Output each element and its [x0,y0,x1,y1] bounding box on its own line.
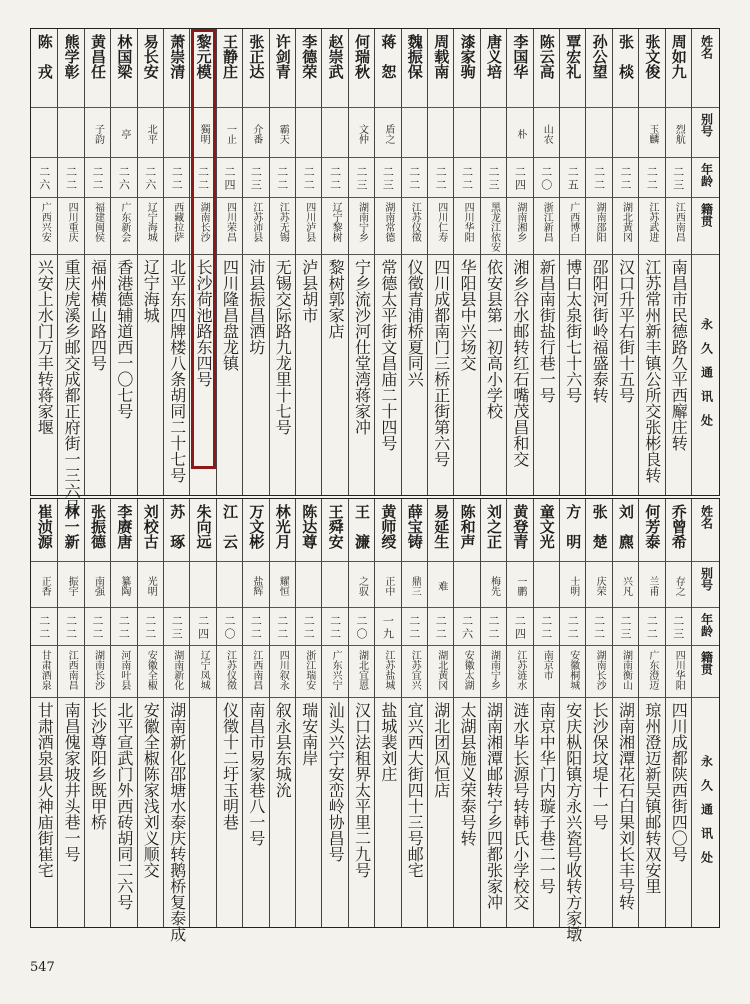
entry-name: 李德荣 [300,34,319,79]
entry-native: 湖南宁乡 [488,650,500,690]
entry-address: 辽宁海城 [141,259,161,323]
roster-table-top [30,28,720,515]
entry-age: 二六 [460,615,474,641]
entry-name: 许剑青 [273,34,292,79]
entry-native: 湖南长沙 [92,650,104,690]
entry-name: 张正达 [247,34,266,79]
entry-age: 二二 [592,166,606,192]
entry-age: 二二 [434,615,448,641]
entry-name: 覃宏礼 [564,34,583,79]
roster-entry [533,29,559,495]
entry-age: 二三 [486,166,500,192]
entry-native: 辽宁海城 [145,202,157,242]
entry-name: 乔曾希 [669,504,688,549]
entry-address: 长沙保坟堤十一号 [590,702,610,830]
entry-address: 太湖县施义荣泰号转 [458,702,478,846]
entry-age: 二二 [460,166,474,192]
entry-address: 琼州澄迈新吴镇邮转双安里 [642,702,662,894]
entry-age: 二六 [117,166,131,192]
entry-alias: 正香 [39,576,51,596]
entry-alias: 霸天 [277,124,289,144]
entry-age: 二二 [328,615,342,641]
roster-entry [57,499,83,927]
entry-age: 二二 [539,615,553,641]
entry-address: 泸县胡市 [299,259,319,323]
roster-entry [453,499,479,927]
entry-alias: 之驭 [356,576,368,596]
roster-entry [110,29,136,495]
entry-alias: 一止 [224,124,236,144]
entry-native: 湖北黄冈 [620,202,632,242]
entry-address: 仪徵十二圩玉明巷 [220,702,240,830]
roster-entry [216,499,242,927]
header-name: 姓名 [699,505,714,529]
entry-age: 二三 [249,166,263,192]
entry-alias: 光明 [145,576,157,596]
entry-alias: 玉麟 [646,124,658,144]
entry-native: 江苏仪徵 [224,650,236,690]
roster-entry [269,29,295,495]
entry-address: 宁乡流沙河仕堂湾蒋家冲 [352,259,372,435]
entry-address: 南昌傀家坡井头巷一号 [62,702,82,862]
roster-entry [506,29,532,495]
roster-page [30,28,720,958]
entry-address: 四川成都陕西街四〇号 [669,702,689,862]
entry-name: 陈达尊 [300,504,319,549]
entry-address: 安庆枞阳镇方永兴瓷号收转方家墩 [563,702,583,942]
entry-name: 黎元模 [194,34,213,79]
roster-entry [480,29,506,495]
entry-native: 江苏仪徵 [409,202,421,242]
entry-address: 瑞安南岸 [299,702,319,766]
entry-native: 南京市 [541,650,553,680]
entry-alias: 难 [435,581,447,591]
entry-alias: 纂陶 [118,576,130,596]
entry-alias: 朴 [514,129,526,139]
entry-address: 宜兴西大街四十三号邮宅 [405,702,425,878]
entry-name: 朱向远 [194,504,213,549]
entry-address: 湖北团风恒店 [431,702,451,798]
roster-entry [638,499,664,927]
roster-entry [506,499,532,927]
header-native: 籍贯 [699,651,714,675]
entry-native: 湖南宁乡 [356,202,368,242]
entry-alias: 山农 [541,124,553,144]
entry-age: 二三 [354,166,368,192]
entry-address: 无锡交际路九龙里十七号 [273,259,293,435]
entry-name: 刘 麃 [616,504,635,549]
entry-age: 二二 [302,166,316,192]
entry-address: 汉口升平右街十五号 [616,259,636,403]
entry-age: 二二 [434,166,448,192]
entry-alias: 烈航 [673,124,685,144]
roster-entry [163,499,189,942]
entry-age: 二四 [196,615,210,641]
header-alias: 别号 [699,567,714,591]
entry-address: 常德太平街文昌庙二十四号 [378,259,398,451]
entry-native: 江苏武进 [646,202,658,242]
entry-address: 新昌南街盐行巷一号 [537,259,557,403]
entry-age: 二二 [486,615,500,641]
entry-alias: 文仲 [356,124,368,144]
entry-age: 二二 [64,166,78,192]
entry-native: 广西兴安 [39,202,51,242]
entry-name: 陈云高 [537,34,556,79]
entry-name: 陈和声 [458,504,477,549]
header-office: 永久通讯处 [699,755,714,875]
entry-age: 二六 [143,166,157,192]
entry-native: 广东新会 [118,202,130,242]
roster-entry [242,29,268,495]
entry-native: 西藏拉萨 [171,202,183,242]
entry-native: 浙江新昌 [541,202,553,242]
entry-native: 湖南湘乡 [514,202,526,242]
entry-name: 易长安 [141,34,160,79]
roster-entry [374,499,400,927]
roster-entry [453,29,479,495]
entry-address: 黎树郭家店 [326,259,346,339]
entry-address: 四川隆昌盘龙镇 [220,259,240,371]
entry-name: 熊学彰 [62,34,81,79]
entry-name: 万文彬 [247,504,266,549]
entry-native: 辽宁凤城 [198,650,210,690]
entry-native: 四川华阳 [673,650,685,690]
entry-address: 汉口法租界太平里二九号 [352,702,372,878]
entry-alias: 士明 [567,576,579,596]
entry-native: 福建闽侯 [92,202,104,242]
header-name: 姓名 [699,35,714,59]
entry-name: 崔浈源 [35,504,54,549]
entry-native: 四川叙永 [277,650,289,690]
entry-address: 长沙尊阳乡既甲桥 [88,702,108,830]
roster-entry [163,29,189,495]
roster-entry [242,499,268,927]
roster-entry [321,499,347,927]
entry-native: 湖南邵阳 [594,202,606,242]
entry-age: 二二 [566,615,580,641]
entry-native: 湖北黄冈 [435,650,447,690]
entry-native: 四川泸县 [303,202,315,242]
header-column [691,29,721,495]
roster-entry [585,29,611,495]
entry-address: 福州横山路四号 [88,259,108,371]
entry-native: 江苏盐城 [382,650,394,690]
entry-name: 方 明 [564,504,583,549]
entry-name: 林光月 [273,504,292,549]
entry-alias: 一鹏 [514,576,526,596]
entry-address: 盐城裴刘庄 [378,702,398,782]
entry-alias: 耀恒 [277,576,289,596]
entry-name: 蒋 恕 [379,34,398,79]
roster-entry [559,29,585,495]
entry-address: 香港德辅道西一〇七号 [114,259,134,419]
entry-name: 张文俊 [643,34,662,79]
roster-entry [31,29,57,495]
entry-age: 二四 [513,615,527,641]
entry-age: 二二 [618,166,632,192]
roster-entry [321,29,347,495]
entry-address: 江苏常州新丰镇公所交张彬良转 [642,259,662,483]
entry-age: 二二 [196,166,210,192]
roster-entry [110,499,136,927]
roster-entry [269,499,295,927]
roster-entry [137,29,163,495]
entry-age: 二二 [592,615,606,641]
entry-address: 四川成都南门三桥正街第六号 [431,259,451,467]
entry-alias: 梅先 [488,576,500,596]
entry-address: 湘乡谷水邮转红石嘴茂昌和交 [510,259,530,467]
entry-name: 黄昌任 [88,34,107,79]
roster-entry [480,499,506,927]
roster-entry [84,29,110,495]
entry-name: 孙公望 [590,34,609,79]
entry-age: 二〇 [222,615,236,641]
roster-entry [189,29,215,495]
entry-age: 二五 [566,166,580,192]
entry-native: 江西南昌 [66,650,78,690]
entry-age: 二二 [302,615,316,641]
page-number: 547 [30,960,55,975]
entry-address: 甘肃酒泉县火神庙街崔宅 [35,702,55,878]
roster-entry [427,499,453,927]
entry-native: 河南叶县 [118,650,130,690]
header-alias: 别号 [699,113,714,137]
roster-entry [612,29,638,495]
entry-native: 四川荣昌 [224,202,236,242]
entry-name: 苏 琢 [168,504,187,549]
entry-name: 赵崇武 [326,34,345,79]
entry-native: 四川华阳 [462,202,474,242]
roster-entry [348,29,374,495]
entry-address: 南京中华门内璇子巷二一号 [537,702,557,894]
entry-native: 湖南衡山 [620,650,632,690]
roster-entry [374,29,400,495]
entry-address: 北平宣武门外西砖胡同二六号 [114,702,134,910]
entry-alias: 庆荣 [594,576,606,596]
entry-native: 江苏宜兴 [409,650,421,690]
entry-address: 博白太泉街七十六号 [563,259,583,403]
highlight-box [191,29,215,469]
entry-name: 薛宝铸 [405,504,424,549]
entry-address: 南昌市民德路久平西廨庄转 [669,259,689,451]
entry-name: 林国梁 [115,34,134,79]
entry-age: 二二 [645,166,659,192]
entry-native: 辽宁黎树 [330,202,342,242]
entry-name: 黄师绶 [379,504,398,549]
entry-age: 二二 [249,615,263,641]
entry-address: 兴安上水门万丰转蒋家堰 [35,259,55,435]
header-office: 永久通讯处 [699,317,714,438]
entry-native: 湖南新化 [171,650,183,690]
entry-alias: 南强 [92,576,104,596]
header-native: 籍贯 [699,203,714,227]
entry-native: 湖北宜恩 [356,650,368,690]
entry-alias: 存之 [673,576,685,596]
entry-native: 四川仁寿 [435,202,447,242]
entry-name: 唐义培 [484,34,503,79]
entry-address: 仪徵青浦桥夏同兴 [405,259,425,387]
entry-name: 魏振保 [405,34,424,79]
entry-name: 周载南 [432,34,451,79]
roster-entry [295,29,321,495]
entry-native: 广东澄迈 [646,650,658,690]
entry-age: 二二 [645,615,659,641]
roster-entry [31,499,57,927]
entry-age: 二六 [37,166,51,192]
entry-name: 江 云 [220,504,239,549]
entry-age: 二二 [275,166,289,192]
entry-address: 长沙荷池路东四号 [194,259,214,387]
roster-entry [665,499,691,927]
entry-name: 刘校古 [141,504,160,549]
entry-native: 江苏沛县 [250,202,262,242]
entry-name: 周如九 [669,34,688,79]
entry-address: 湖南湘潭花石白果刘长丰号转 [616,702,636,910]
entry-native: 甘肃酒泉 [39,650,51,690]
roster-entry [533,499,559,927]
entry-age: 二二 [275,615,289,641]
entry-age: 一九 [381,615,395,641]
entry-native: 安徽全椒 [145,650,157,690]
entry-age: 二三 [671,166,685,192]
entry-age: 二二 [64,615,78,641]
entry-name: 陈 戎 [35,34,54,79]
roster-table-bottom [30,498,720,942]
entry-address: 涟水毕长源号转韩氏小学校交 [510,702,530,910]
entry-address: 南昌市易家巷八一号 [246,702,266,846]
entry-address: 邵阳河街岭福盛泰转 [590,259,610,403]
header-column [691,499,721,927]
entry-native: 安徽桐城 [567,650,579,690]
roster-entry [84,499,110,927]
entry-name: 童文光 [537,504,556,549]
entry-name: 林一新 [62,504,81,549]
entry-address: 湖南新化邵塘水泰庆转鹅桥复泰成 [167,702,187,942]
entry-native: 广东兴宁 [330,650,342,690]
roster-entry [585,499,611,927]
entry-alias: 獨明 [198,124,210,144]
entry-name: 漆家驹 [458,34,477,79]
entry-age: 二三 [381,166,395,192]
entry-alias: 介番 [250,124,262,144]
entry-name: 易延生 [432,504,451,549]
roster-entry [638,29,664,495]
entry-name: 王舜安 [326,504,345,549]
entry-age: 二〇 [539,166,553,192]
entry-age: 二〇 [354,615,368,641]
entry-native: 广西博白 [567,202,579,242]
entry-age: 二三 [170,615,184,641]
entry-name: 黄登青 [511,504,530,549]
entry-address: 华阳县中兴场交 [458,259,478,371]
entry-address: 沛县振昌酒坊 [246,259,266,355]
entry-age: 二二 [407,615,421,641]
roster-entry [216,29,242,495]
entry-native: 湖南长沙 [198,202,210,242]
entry-native: 江西南昌 [250,650,262,690]
entry-address: 汕头兴宁安峦岭协昌号 [326,702,346,862]
entry-native: 江苏无锡 [277,202,289,242]
entry-age: 二二 [90,615,104,641]
entry-alias: 振宇 [66,576,78,596]
roster-entry [559,499,585,942]
entry-name: 刘之正 [484,504,503,549]
entry-address: 湖南湘潭邮转宁乡四都张家冲 [484,702,504,910]
entry-alias: 子韵 [92,124,104,144]
entry-address: 叙永县东城沇 [273,702,293,798]
roster-entry [401,499,427,927]
entry-address: 安徽全椒陈家浅刘义顺交 [141,702,161,878]
entry-age: 二三 [618,615,632,641]
entry-name: 张振德 [88,504,107,549]
entry-alias: 盾之 [382,124,394,144]
entry-alias: 亭 [118,129,130,139]
entry-age: 二三 [671,615,685,641]
header-age: 年龄 [699,163,714,187]
entry-alias: 盐辉 [250,576,262,596]
entry-alias: 兴凡 [620,576,632,596]
roster-entry [137,499,163,927]
entry-name: 萧崇清 [168,34,187,79]
entry-native: 黑龙江依安 [488,202,500,252]
entry-name: 何芳泰 [643,504,662,549]
entry-address: 依安县第一初高小学校 [484,259,504,419]
entry-age: 二二 [328,166,342,192]
entry-address: 北平东四牌楼八条胡同二十七号 [167,259,187,483]
entry-native: 浙江瑞安 [303,650,315,690]
entry-age: 二二 [170,166,184,192]
entry-native: 江西南昌 [673,202,685,242]
roster-entry [401,29,427,495]
entry-name: 张 楚 [590,504,609,549]
entry-age: 二四 [513,166,527,192]
entry-name: 何瑞秋 [352,34,371,79]
entry-age: 二二 [37,615,51,641]
entry-alias: 北平 [145,124,157,144]
entry-native: 安徽太湖 [462,650,474,690]
header-age: 年龄 [699,613,714,637]
entry-native: 江苏涟水 [514,650,526,690]
entry-native: 四川重庆 [66,202,78,242]
entry-age: 二二 [117,615,131,641]
roster-entry [295,499,321,927]
roster-entry [612,499,638,927]
roster-entry [189,499,215,927]
entry-address: 重庆虎溪乡邮交成都正府街一三六号 [62,259,82,515]
entry-native: 湖南常德 [382,202,394,242]
entry-alias: 正中 [382,576,394,596]
entry-age: 二二 [407,166,421,192]
entry-name: 李国华 [511,34,530,79]
roster-entry [348,499,374,927]
entry-age: 二二 [90,166,104,192]
entry-name: 张 棪 [616,34,635,79]
entry-name: 王 濂 [352,504,371,549]
entry-native: 湖南长沙 [594,650,606,690]
roster-entry [665,29,691,495]
entry-alias: 鼎三 [409,576,421,596]
entry-name: 李赓唐 [115,504,134,549]
entry-name: 王静庄 [220,34,239,79]
entry-age: 二二 [143,615,157,641]
roster-entry [57,29,83,515]
roster-entry [427,29,453,495]
entry-alias: 兰甫 [646,576,658,596]
entry-age: 二四 [222,166,236,192]
